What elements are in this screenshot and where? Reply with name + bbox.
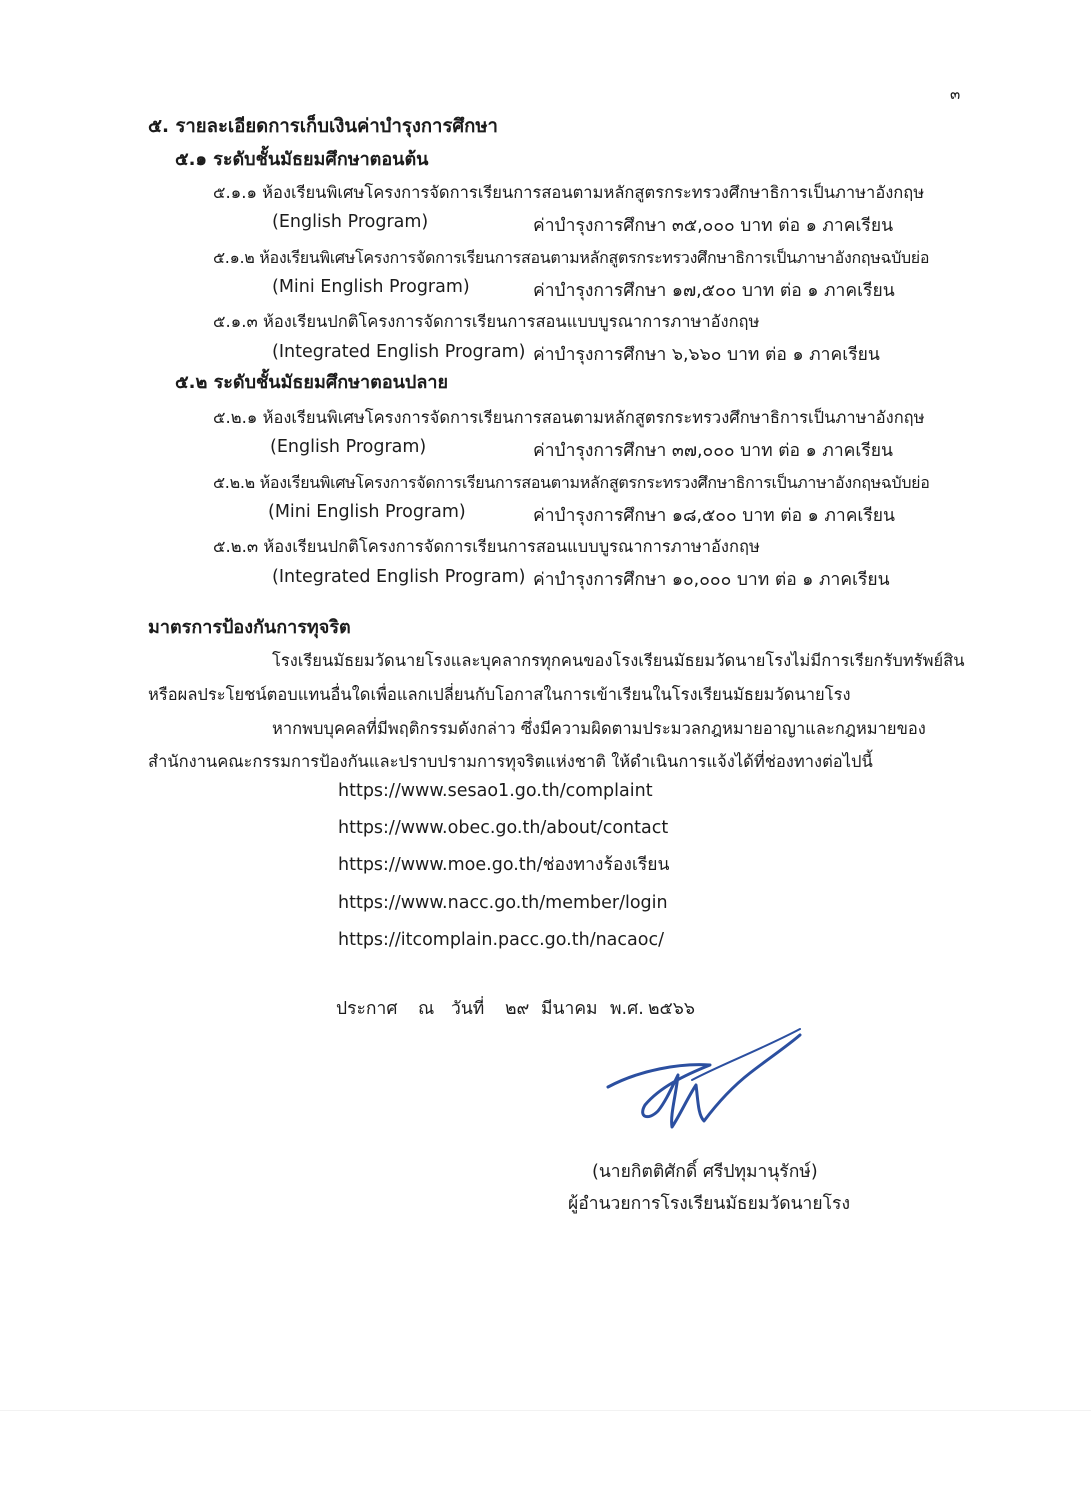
section-5-2-heading: ๕.๒ ระดับชั้นมัธยมศึกษาตอนปลาย [175, 372, 449, 393]
item-5-1-1-fee: ค่าบำรุงการศึกษา ๓๕,๐๐๐ บาท ต่อ ๑ ภาคเรียน [533, 216, 894, 236]
scan-bottom-margin [0, 1410, 1091, 1501]
signer-position: ผู้อำนวยการโรงเรียนมัธยมวัดนายโรง [568, 1194, 850, 1214]
item-5-1-2-title: ๕.๑.๒ ห้องเรียนพิเศษโครงการจัดการเรียนการสอนตามหลักสูตรกระทรวงศึกษาธิการเป็นภาษาอังกฤษฉบับย่อ [213, 248, 930, 267]
item-5-1-2-fee: ค่าบำรุงการศึกษา ๑๗,๕๐๐ บาท ต่อ ๑ ภาคเรียน [533, 281, 895, 301]
complaint-link-obec[interactable]: https://www.obec.go.th/about/contact [338, 818, 669, 838]
anticorruption-para2-line1: หากพบบุคคลที่มีพฤติกรรมดังกล่าว ซึ่งมีความผิดตามประมวลกฎหมายอาญาและกฎหมายของ [272, 719, 926, 738]
section-5-heading: ๕. รายละเอียดการเก็บเงินค่าบำรุงการศึกษา [148, 116, 498, 137]
item-5-2-3-program: (Integrated English Program) [272, 567, 526, 587]
item-5-2-3-fee: ค่าบำรุงการศึกษา ๑๐,๐๐๐ บาท ต่อ ๑ ภาคเรียน [533, 570, 890, 590]
section-5-1-heading: ๕.๑ ระดับชั้นมัธยมศึกษาตอนต้น [175, 149, 429, 170]
announcement-at: ณ [418, 999, 435, 1019]
announcement-date-label: วันที่ [451, 999, 485, 1019]
complaint-link-nacc[interactable]: https://www.nacc.go.th/member/login [338, 893, 668, 913]
item-5-2-1-program: (English Program) [270, 437, 427, 457]
announcement-year-label: พ.ศ. [610, 999, 644, 1019]
anticorruption-heading: มาตรการป้องกันการทุจริต [148, 617, 351, 638]
item-5-1-3-title: ๕.๑.๓ ห้องเรียนปกติโครงการจัดการเรียนการสอนแบบบูรณาการภาษาอังกฤษ [213, 312, 760, 331]
item-5-1-1-program: (English Program) [272, 212, 429, 232]
item-5-2-2-title: ๕.๒.๒ ห้องเรียนพิเศษโครงการจัดการเรียนการสอนตามหลักสูตรกระทรวงศึกษาธิการเป็นภาษาอังกฤษฉบับย่อ [213, 473, 930, 492]
item-5-1-3-program: (Integrated English Program) [272, 342, 526, 362]
announcement-label: ประกาศ [336, 999, 398, 1019]
announcement-month: มีนาคม [541, 999, 598, 1019]
complaint-link-sesao[interactable]: https://www.sesao1.go.th/complaint [338, 781, 653, 801]
item-5-2-1-fee: ค่าบำรุงการศึกษา ๓๗,๐๐๐ บาท ต่อ ๑ ภาคเรียน [533, 441, 893, 461]
item-5-2-1-title: ๕.๒.๑ ห้องเรียนพิเศษโครงการจัดการเรียนการสอนตามหลักสูตรกระทรวงศึกษาธิการเป็นภาษาอังกฤษ [213, 408, 925, 427]
signature-image [600, 1025, 805, 1135]
page-number: ๓ [950, 85, 961, 103]
item-5-2-2-fee: ค่าบำรุงการศึกษา ๑๘,๕๐๐ บาท ต่อ ๑ ภาคเรียน [533, 506, 896, 526]
item-5-1-3-fee: ค่าบำรุงการศึกษา ๖,๖๖๐ บาท ต่อ ๑ ภาคเรียน [533, 345, 880, 365]
item-5-1-2-program: (Mini English Program) [272, 277, 470, 297]
anticorruption-para1-line2: หรือผลประโยชน์ตอบแทนอื่นใดเพื่อแลกเปลี่ยนกับโอกาสในการเข้าเรียนในโรงเรียนมัธยมวัดนายโรง [148, 685, 851, 704]
anticorruption-para1-line1: โรงเรียนมัธยมวัดนายโรงและบุคลากรทุกคนของโรงเรียนมัธยมวัดนายโรงไม่มีการเรียกรับทรัพย์สิน [272, 651, 965, 670]
announcement-year: ๒๕๖๖ [648, 999, 695, 1019]
item-5-1-1-title: ๕.๑.๑ ห้องเรียนพิเศษโครงการจัดการเรียนการสอนตามหลักสูตรกระทรวงศึกษาธิการเป็นภาษาอังกฤษ [213, 183, 925, 202]
announcement-day: ๒๙ [505, 999, 530, 1019]
item-5-2-2-program: (Mini English Program) [268, 502, 466, 522]
item-5-2-3-title: ๕.๒.๓ ห้องเรียนปกติโครงการจัดการเรียนการสอนแบบบูรณาการภาษาอังกฤษ [213, 537, 760, 556]
anticorruption-para2-line2: สำนักงานคณะกรรมการป้องกันและปราบปรามการทุจริตแห่งชาติ ให้ดำเนินการแจ้งได้ที่ช่องทางต่อไปนี้ [148, 752, 873, 771]
complaint-link-pacc[interactable]: https://itcomplain.pacc.go.th/nacaoc/ [338, 930, 664, 950]
complaint-link-moe[interactable]: https://www.moe.go.th/ช่องทางร้องเรียน [338, 855, 670, 875]
signer-name: (นายกิตติศักดิ์ ศรีปทุมานุรักษ์) [592, 1162, 818, 1182]
